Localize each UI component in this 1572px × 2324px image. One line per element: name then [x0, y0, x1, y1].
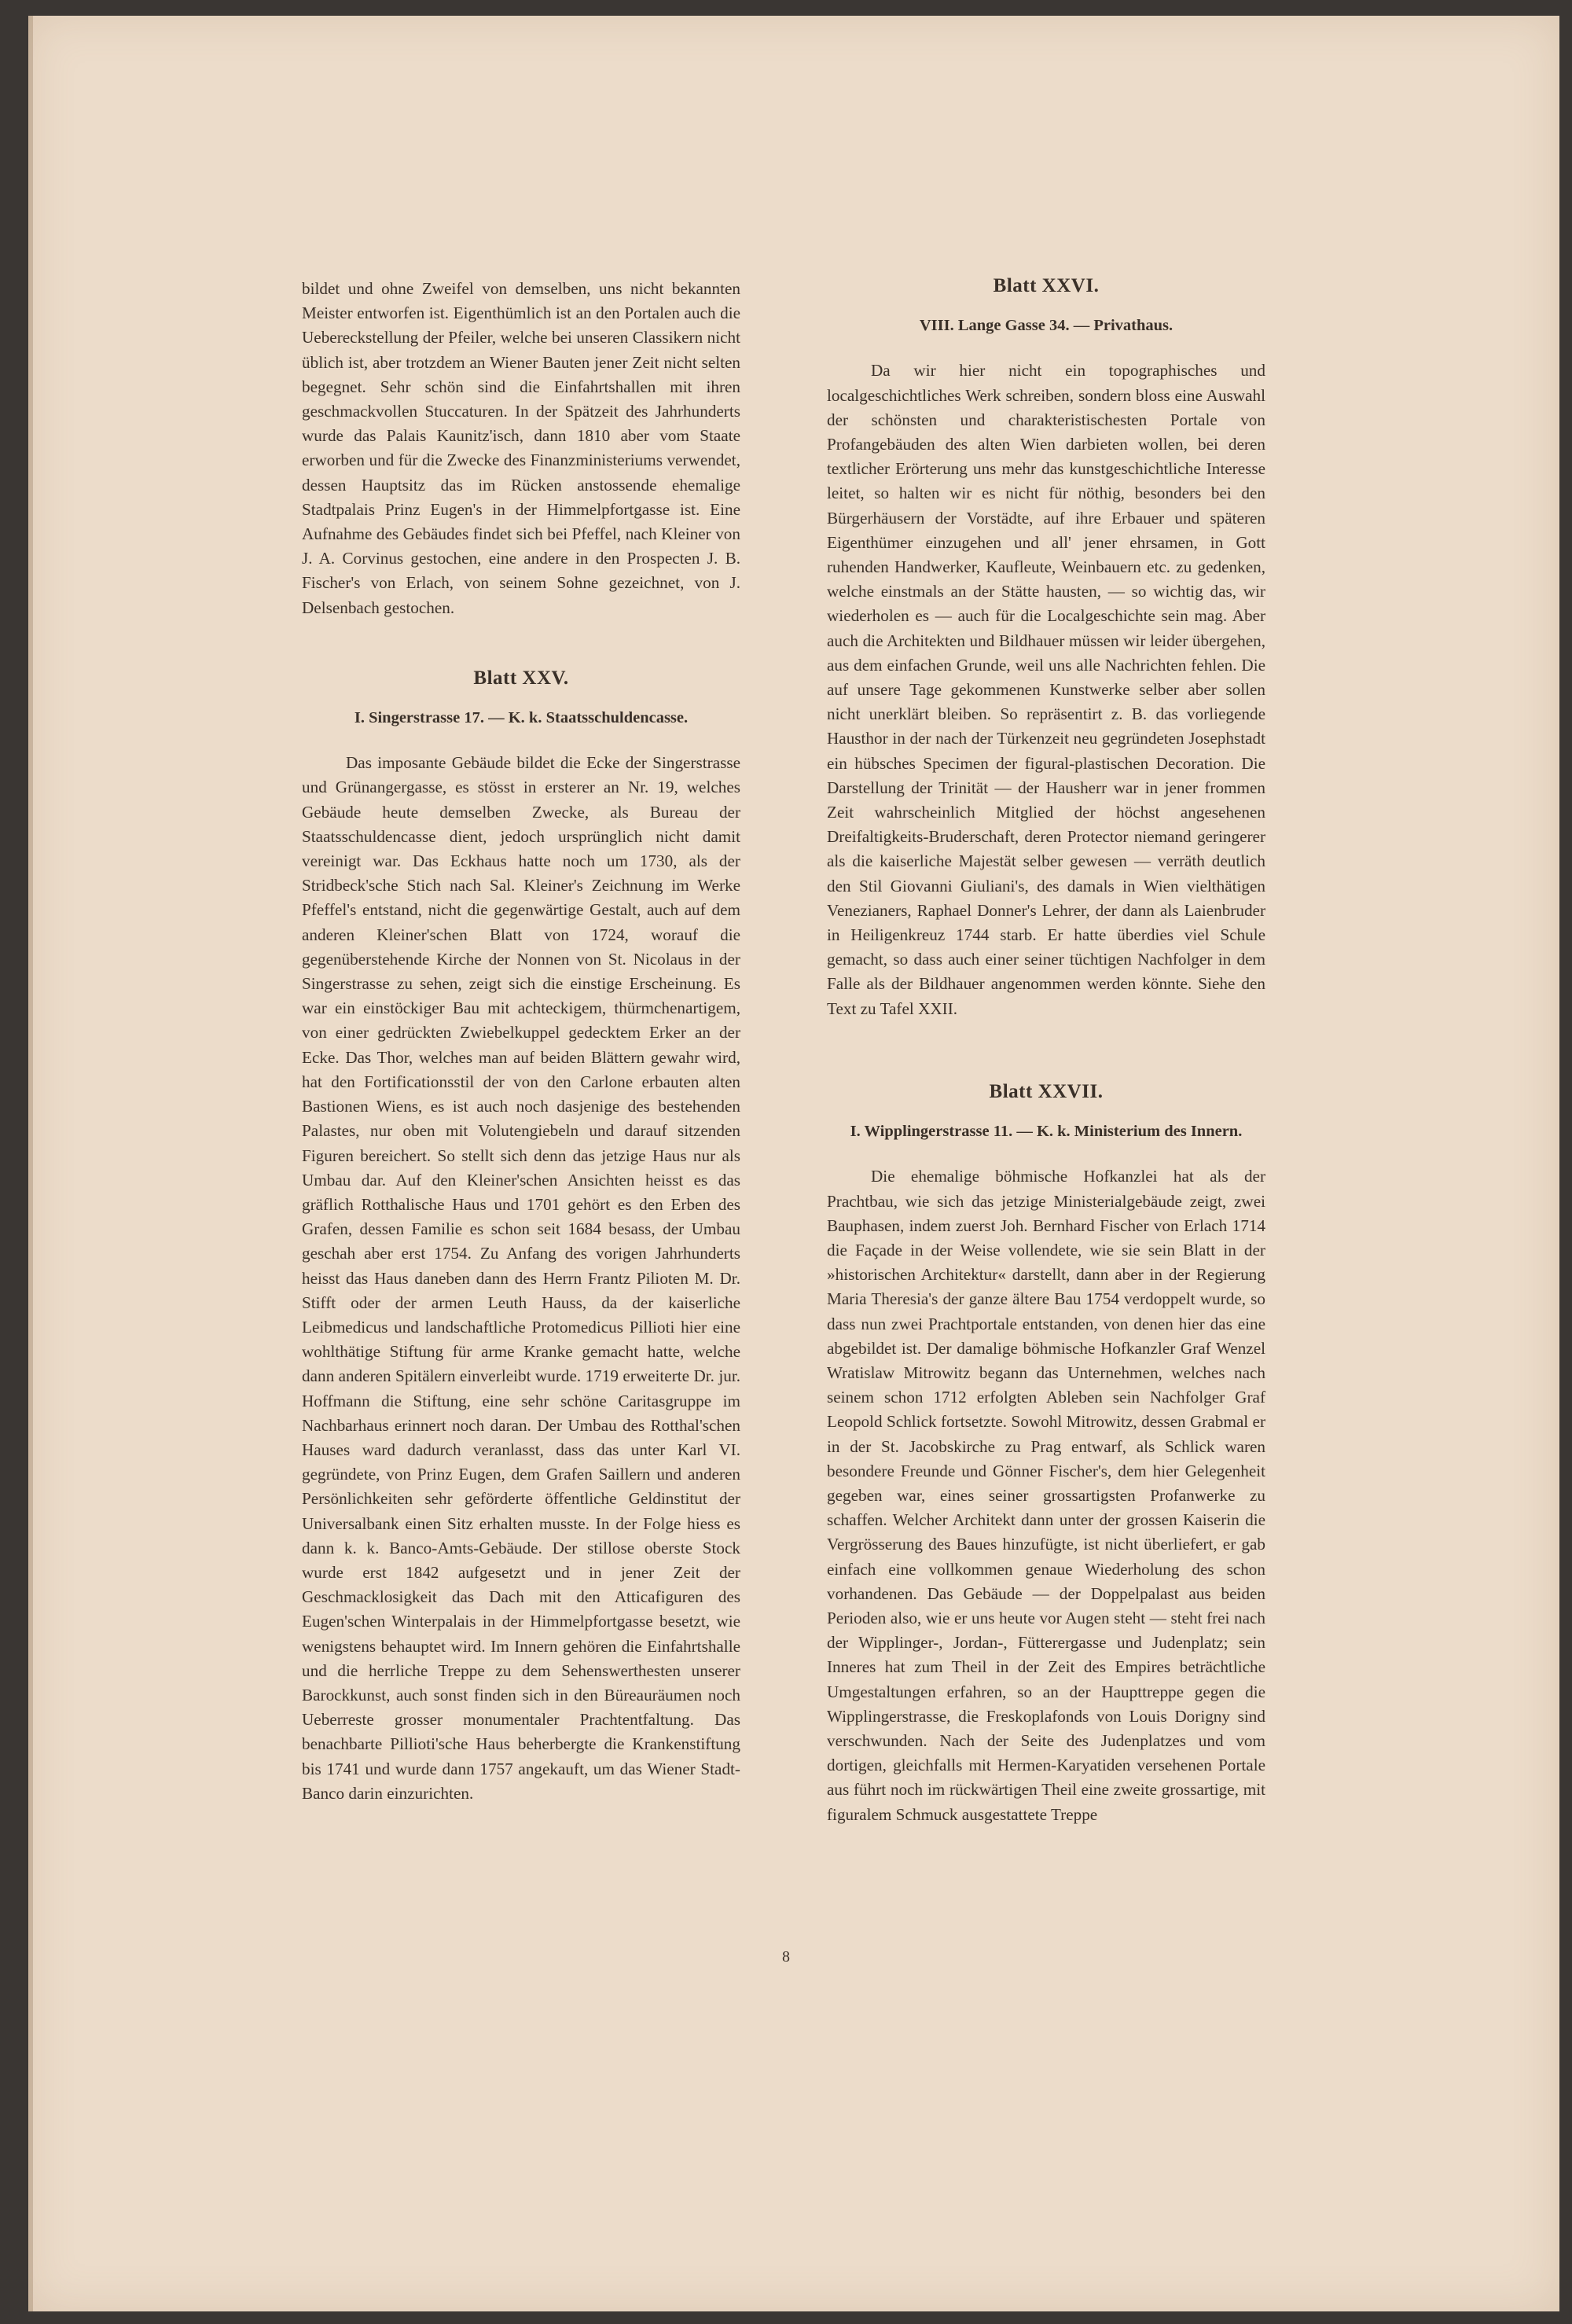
left-column: [302, 277, 740, 1806]
page-number: 8: [782, 1948, 790, 1965]
section-text-blatt-xxvii: Die ehemalige böhmische Hofkanzlei hat als der Prachtbau, wie sich das jetzige Ministerialgebäude zeigt, zwei Bauphasen, indem zuerst Joh. Bernhard Fischer von Erlach 1714 die Façade in der Weise vollendete, wie sie sein Blatt in der »historischen Architektur« darstellt, dann aber in der Regierung Maria Theresia's der ganze ältere Bau 1754 verdoppelt wurde, so dass nun zwei Prachtportale entstanden, von denen hier das eine abgebildet ist. Der damalige böhmische Hofkanzler Graf Wenzel Wratislaw Mitrowitz begann das Unternehmen, welches nach seinem schon 1712 erfolgten Ableben sein Nachfolger Graf Leopold Schlick fortsetzte. Sowohl Mitrowitz, dessen Grabmal er in der St. Jacobskirche zu Prag entwarf, als Schlick waren besondere Freunde und Gönner Fischer's, dem hier Gelegenheit gegeben war, eines seiner grossartigsten Profanwerke zu schaffen. Welcher Architekt dann unter der grossen Kaiserin die Vergrösserung des Baues hinzufügte, ist nicht überliefert, er gab einfach eine vollkommen genaue Wiederholung des schon vorhandenen. Das Gebäude — der Doppelpalast aus beiden Perioden also, wie er uns heute vor Augen steht — steht frei nach der Wipplinger-, Jordan-, Fütterergasse und Judenplatz; sein Inneres hat zum Theil in der Zeit des Empires beträchtliche Umgestaltungen erfahren, so an der Haupttreppe gegen die Wipplingerstrasse, die Freskoplafonds von Louis Dorigny sind verschwunden. Nach der Seite des Judenplatzes und vom dortigen, gleichfalls mit Hermen-Karyatiden versehenen Portale aus führt noch im rückwärtigen Theil eine zweite grossartige, mit figuralem Schmuck ausgestattete Treppe: [827, 1167, 1265, 1824]
section-subtitle-singerstrasse: I. Singerstrasse 17. — K. k. Staatsschuldencasse.: [354, 709, 689, 727]
right-column: [827, 274, 1265, 1827]
section-title-blatt-xxvii: Blatt XXVII.: [989, 1080, 1104, 1102]
section-text-blatt-xxvi: Da wir hier nicht ein topographisches und localgeschichtliches Werk schreiben, sondern bloss eine Auswahl der schönsten und charakteristischesten Portale von Profangebäuden des alten Wien darbieten wollen, bei deren textlicher Erörterung uns mehr das kunstgeschichtliche Interesse leitet, so halten wir es nicht für nöthig, besonders bei den Bürgerhäusern der Vorstädte, auf ihre Erbauer und späteren Eigenthümer einzugehen und all' jener ehrsamen, in Gott ruhenden Handwerker, Kaufleute, Weinbauern etc. zu gedenken, welche einstmals an der Stätte hausten, — so wichtig das, wir wiederholen es — auch für die Localgeschichte sein mag. Aber auch die Architekten und Bildhauer müssen wir leider übergehen, aus dem einfachen Grunde, weil uns alle Nachrichten fehlen. Die auf unsere Tage gekommenen Kunstwerke selber aber sollen nicht unerklärt bleiben. So repräsentirt z. B. das vorliegende Hausthor in der nach der Türkenzeit neu gegründeten Josephstadt ein hübsches Specimen der figural-plastischen Decoration. Die Darstellung der Trinität — der Hausherr war in jener frommen Zeit wahrscheinlich Mitglied der höchst angesehenen Dreifaltigkeits-Bruderschaft, deren Protector niemand geringerer als die kaiserliche Majestät selber gewesen — verräth deutlich den Stil Giovanni Giuliani's, des damals in Wien vielthätigen Venezianers, Raphael Donner's Lehrer, der dann als Laienbruder in Heiligenkreuz 1744 starb. Er hatte überdies viel Schule gemacht, so dass auch einer seiner tüchtigen Nachfolger in dem Falle als der Bildhauer angenommen werden könnte. Siehe den Text zu Tafel XXII.: [827, 361, 1265, 1018]
binding-edge: [28, 16, 33, 2311]
section-title-blatt-xxv: Blatt XXV.: [473, 667, 569, 689]
continued-paragraph: bildet und ohne Zweifel von demselben, uns nicht bekannten Meister entworfen ist. Eigenthümlich ist an den Portalen auch die Uebereckstellung der Pfeiler, welche bei unseren Classikern nicht üblich ist, aber trotzdem an Wiener Bauten jener Zeit nicht selten begegnet. Sehr schön sind die Einfahrtshallen mit ihren geschmackvollen Stuccaturen. In der Spätzeit des Jahrhunderts wurde das Palais Kaunitz'isch, dann 1810 aber vom Staate erworben und für die Zwecke des Finanzministeriums verwendet, dessen Hauptsitz das im Rücken anstossende ehemalige Stadtpalais Prinz Eugen's in der Himmelpfortgasse ist. Eine Aufnahme des Gebäudes findet sich bei Pfeffel, nach Kleiner von J. A. Corvinus gestochen, eine andere in den Prospecten J. B. Fischer's von Erlach, von seinem Sohne gezeichnet, von J. Delsenbach gestochen.: [302, 279, 740, 617]
paper-sheet: [28, 16, 1559, 2311]
section-title-blatt-xxvi: Blatt XXVI.: [993, 275, 1100, 296]
section-subtitle-lange-gasse: VIII. Lange Gasse 34. — Privathaus.: [919, 317, 1173, 335]
section-text-blatt-xxv: Das imposante Gebäude bildet die Ecke der Singerstrasse und Grünangergasse, es stösst in ersterer an Nr. 19, welches Gebäude heute demselben Zwecke, als Bureau der Staatsschuldencasse dient, jedoch ursprünglich nicht damit vereinigt war. Das Eckhaus hatte noch um 1730, als der Stridbeck'sche Stich nach Sal. Kleiner's Zeichnung im Werke Pfeffel's entstand, nicht die gegenwärtige Gestalt, auch auf dem anderen Kleiner'schen Blatt von 1724, worauf die gegenüberstehende Kirche der Nonnen von St. Nicolaus in der Singerstrasse zu sehen, zeigt sich die einstige Erscheinung. Es war ein einstöckiger Bau mit achteckigem, thürmchenartigem, von einer gedrückten Zwiebelkuppel gedecktem Erker an der Ecke. Das Thor, welches man auf beiden Blättern gewahr wird, hat den Fortificationsstil der von den Carlone erbauten alten Bastionen Wiens, es ist auch noch dasjenige des bestehenden Palastes, nur oben mit Volutengiebeln und darauf sitzenden Figuren bereichert. So stellt sich denn das jetzige Haus nur als Umbau dar. Auf den Kleiner'schen Ansichten heisst es das gräflich Rotthalische Haus und 1701 gehört es den Erben des Grafen, dessen Familie es schon seit 1684 besass, der Umbau geschah aber erst 1754. Zu Anfang des vorigen Jahrhunderts heisst das Haus daneben dann des Herrn Frantz Pilioten M. Dr. Stifft oder der armen Leuth Hauss, da der kaiserliche Leibmedicus und landschaftliche Protomedicus Pillioti hier eine wohlthätige Stiftung für arme Kranke gemacht hatte, welche dann anderen Spitälern einverleibt wurde. 1719 erweiterte Dr. jur. Hoffmann die Stiftung, eine sehr schöne Caritasgruppe im Nachbarhaus erinnert noch daran. Der Umbau des Rotthal'schen Hauses ward dadurch veranlasst, dass das unter Karl VI. gegründete, von Prinz Eugen, dem Grafen Saillern und anderen Persönlichkeiten sehr geförderte öffentliche Geldinstitut der Universalbank einen Sitz erhalten musste. In der Folge hiess es dann k. k. Banco-Amts-Gebäude. Der stillose oberste Stock wurde erst 1842 aufgesetzt und in jener Zeit der Geschmacklosigkeit das Dach mit den Atticafiguren des Eugen'schen Winterpalais in der Himmelpfortgasse besetzt, wie wenigstens behauptet wird. Im Innern gehören die Einfahrtshalle und die herrliche Treppe zu dem Sehenswerthesten unserer Barockkunst, auch sonst finden sich in den Büreauräumen noch Ueberreste grosser monumentaler Prachtentfaltung. Das benachbarte Pillioti'sche Haus beherbergte die Krankenstiftung bis 1741 und wurde dann 1757 angekauft, um das Wiener Stadt-Banco darin einzurichten.: [302, 753, 740, 1803]
section-subtitle-wipplingerstrasse: I. Wipplingerstrasse 11. — K. k. Ministerium des Innern.: [850, 1123, 1243, 1141]
